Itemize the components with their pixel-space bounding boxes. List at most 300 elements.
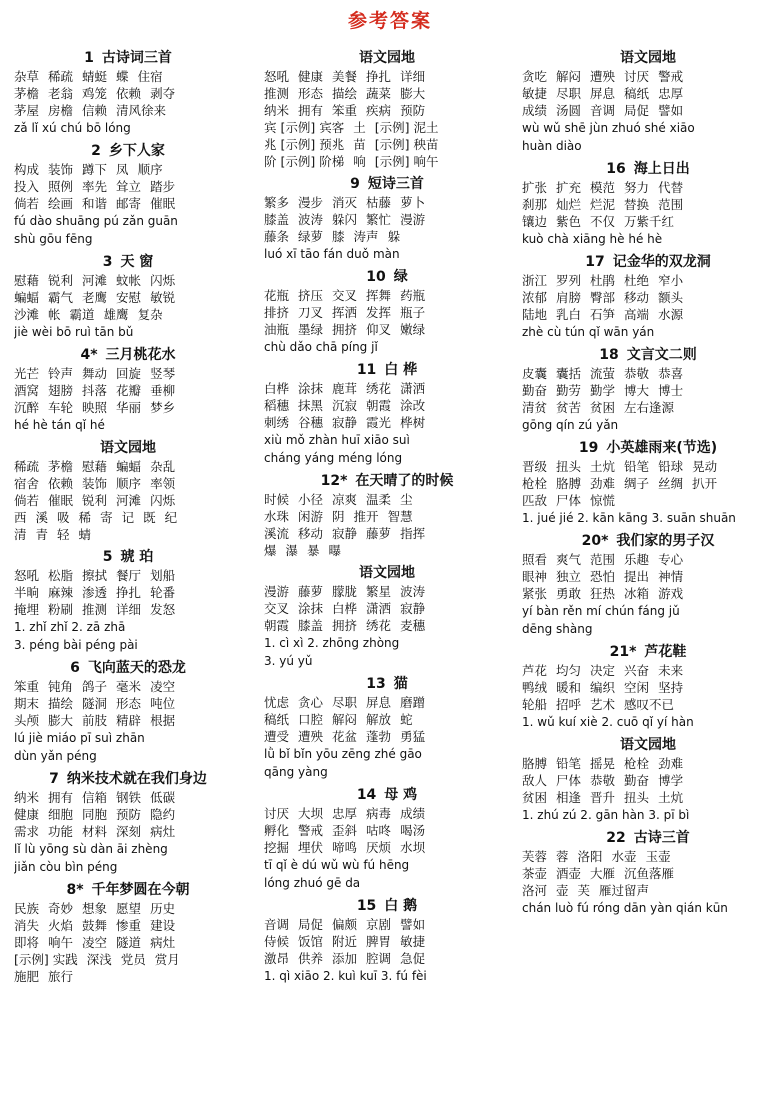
word: 惨重 bbox=[116, 918, 142, 933]
word: 描绘 bbox=[48, 696, 74, 711]
word: 爆 bbox=[264, 543, 277, 558]
word: 老翁 bbox=[48, 86, 74, 101]
word: 移动 bbox=[298, 526, 324, 541]
word: 推测 bbox=[82, 602, 108, 617]
word: 寂静 bbox=[400, 601, 426, 616]
word-row bbox=[522, 551, 774, 568]
word: 照看 bbox=[522, 552, 548, 567]
word: 招呼 bbox=[556, 697, 582, 712]
word: 健康 bbox=[14, 807, 40, 822]
lesson-section bbox=[14, 659, 242, 765]
lesson-number: 8* bbox=[66, 882, 84, 898]
word: 钢铁 bbox=[116, 790, 142, 805]
word: 急促 bbox=[400, 951, 426, 966]
word-row bbox=[264, 228, 510, 245]
lesson-heading bbox=[14, 439, 242, 457]
word: 劲难 bbox=[590, 476, 616, 491]
word: 赏月 bbox=[154, 952, 180, 967]
word: 惊慌 bbox=[590, 493, 616, 508]
lesson-section bbox=[14, 253, 242, 341]
word: 精辟 bbox=[116, 713, 142, 728]
word: 躲闪 bbox=[332, 212, 358, 227]
word: 渗透 bbox=[82, 585, 108, 600]
word: 偏颇 bbox=[332, 917, 358, 932]
lesson-heading bbox=[14, 548, 242, 566]
word: 慰藉 bbox=[14, 273, 40, 288]
pinyin-answer: jiǎn còu bìn péng bbox=[14, 860, 118, 874]
lesson-section bbox=[522, 160, 774, 248]
word: 催眠 bbox=[48, 493, 74, 508]
lesson-section bbox=[522, 643, 774, 731]
word: 解放 bbox=[366, 712, 392, 727]
word: 敏捷 bbox=[400, 934, 426, 949]
word: 清贫 bbox=[522, 400, 548, 415]
lesson-title: 古诗三首 bbox=[633, 830, 690, 846]
pinyin-answer: lǜ bǐ bǐn yōu zēng zhé gāo bbox=[264, 747, 422, 761]
word-row bbox=[522, 789, 774, 806]
pinyin-answer: 1. jué jié 2. kān kāng 3. suān shuān bbox=[522, 511, 736, 525]
lesson-number: 20* bbox=[581, 533, 609, 549]
word: 博学 bbox=[658, 773, 684, 788]
word: 大雁 bbox=[590, 866, 616, 881]
lesson-section bbox=[264, 564, 510, 670]
word-row bbox=[14, 289, 242, 306]
lesson-title: 语文园地 bbox=[100, 440, 156, 456]
word: 鼓舞 bbox=[82, 918, 108, 933]
word: 时候 bbox=[264, 492, 290, 507]
word-row bbox=[14, 306, 242, 323]
word: 雁过留声 bbox=[599, 883, 650, 898]
word: 白桦 bbox=[332, 601, 358, 616]
word-row bbox=[522, 196, 774, 213]
word-row bbox=[264, 600, 510, 617]
word: 暖和 bbox=[556, 680, 582, 695]
word: 局促 bbox=[624, 103, 650, 118]
lesson-title: 琥 珀 bbox=[120, 549, 154, 565]
word: 遭受 bbox=[264, 729, 290, 744]
word: 皮囊 bbox=[522, 366, 548, 381]
word-row bbox=[14, 195, 242, 212]
word-row bbox=[264, 508, 510, 525]
pinyin-answer: kuò chà xiāng hè hé hè bbox=[522, 232, 663, 246]
word-row bbox=[522, 399, 774, 416]
lesson-section bbox=[14, 49, 242, 137]
lesson-heading bbox=[522, 49, 774, 67]
word: 寂静 bbox=[332, 415, 358, 430]
word: 指挥 bbox=[400, 526, 426, 541]
word: 京剧 bbox=[366, 917, 392, 932]
word: 美餐 bbox=[332, 69, 358, 84]
word: 霸气 bbox=[48, 290, 74, 305]
word: 暴 bbox=[307, 543, 320, 558]
word: [示例] 泥土 bbox=[374, 120, 439, 135]
word: 预防 bbox=[400, 103, 426, 118]
pinyin-answer: lóng zhuó gē da bbox=[264, 876, 361, 890]
word-row bbox=[264, 491, 510, 508]
word: 率领 bbox=[150, 476, 176, 491]
word: 腔调 bbox=[366, 951, 392, 966]
word: 汤圆 bbox=[556, 103, 582, 118]
word: 西 bbox=[14, 510, 27, 525]
word: 恭敬 bbox=[590, 773, 616, 788]
word-row bbox=[14, 712, 242, 729]
word: 譬如 bbox=[658, 103, 684, 118]
lesson-heading bbox=[14, 253, 242, 271]
word: 涛声 bbox=[353, 229, 379, 244]
word: 兴奋 bbox=[624, 663, 650, 678]
word: 刹那 bbox=[522, 197, 548, 212]
word: 投入 bbox=[14, 179, 40, 194]
word: 成绩 bbox=[522, 103, 548, 118]
word-row bbox=[522, 289, 774, 306]
word: 忠厚 bbox=[658, 86, 684, 101]
word: 蝙蝠 bbox=[14, 290, 40, 305]
lesson-section bbox=[264, 49, 510, 170]
word-row bbox=[522, 568, 774, 585]
word: 抖落 bbox=[82, 383, 108, 398]
word: 玉壶 bbox=[645, 849, 671, 864]
word: 推测 bbox=[264, 86, 290, 101]
word: 博士 bbox=[658, 383, 684, 398]
word: 刀叉 bbox=[298, 305, 324, 320]
pinyin-answer: 1. zhǐ zhǐ 2. zā zhā bbox=[14, 620, 126, 634]
lesson-number: 19 bbox=[578, 440, 599, 456]
word: 消灭 bbox=[332, 195, 358, 210]
lesson-title: 文言文二则 bbox=[626, 347, 697, 363]
word: 光芒 bbox=[14, 366, 40, 381]
lesson-heading bbox=[264, 564, 510, 582]
word: 掩埋 bbox=[14, 602, 40, 617]
word: 流萤 bbox=[590, 366, 616, 381]
lesson-number: 18 bbox=[599, 347, 619, 363]
word-row bbox=[264, 916, 510, 933]
word: 遭殃 bbox=[590, 69, 616, 84]
word-row bbox=[264, 728, 510, 745]
word: 即将 bbox=[14, 935, 40, 950]
lesson-title: 我们家的男子汉 bbox=[616, 533, 715, 549]
word: 胳膊 bbox=[522, 756, 548, 771]
word: 繁星 bbox=[366, 584, 392, 599]
word: 脾胃 bbox=[366, 934, 392, 949]
lesson-section bbox=[14, 439, 242, 543]
word: 酒壶 bbox=[556, 866, 582, 881]
word-row bbox=[14, 695, 242, 712]
lesson-number: 10 bbox=[366, 269, 386, 285]
word: 花盆 bbox=[332, 729, 358, 744]
word: 模范 bbox=[590, 180, 616, 195]
word: 稀疏 bbox=[48, 69, 74, 84]
lesson-title: 白 桦 bbox=[384, 362, 418, 378]
word-row bbox=[14, 900, 242, 917]
word: 沉醉 bbox=[14, 400, 40, 415]
word: 笨重 bbox=[14, 679, 40, 694]
word-row bbox=[14, 458, 242, 475]
lesson-heading bbox=[522, 253, 774, 271]
lesson-heading bbox=[522, 829, 774, 847]
lesson-number: 14 bbox=[356, 787, 377, 803]
word: 河滩 bbox=[116, 493, 142, 508]
pinyin-answer: zǎ lǐ xú chú bō lóng bbox=[14, 121, 131, 135]
word: 孵化 bbox=[264, 823, 290, 838]
word: 踏步 bbox=[150, 179, 176, 194]
word-row bbox=[522, 68, 774, 85]
word: 霞光 bbox=[366, 415, 392, 430]
lesson-section bbox=[264, 175, 510, 263]
word-row bbox=[264, 397, 510, 414]
word: 杜绝 bbox=[624, 273, 650, 288]
word: 隧道 bbox=[116, 935, 142, 950]
word: 朝霞 bbox=[264, 618, 290, 633]
word-row bbox=[522, 696, 774, 713]
word: 信赖 bbox=[82, 103, 108, 118]
pinyin-answer: dēng shàng bbox=[522, 622, 593, 636]
word: 剥夺 bbox=[150, 86, 176, 101]
pinyin-answer: lú jiè miáo pī suì zhān bbox=[14, 731, 145, 745]
word: 波涛 bbox=[298, 212, 324, 227]
word: 劲难 bbox=[658, 756, 684, 771]
word: 形态 bbox=[298, 86, 324, 101]
lesson-section bbox=[264, 675, 510, 781]
word: 左右逢源 bbox=[624, 400, 675, 415]
word: 罗列 bbox=[556, 273, 582, 288]
word: 需求 bbox=[14, 824, 40, 839]
word-row bbox=[264, 694, 510, 711]
lesson-title: 飞向蓝天的恐龙 bbox=[87, 660, 186, 676]
word: 蚊帐 bbox=[116, 273, 142, 288]
word-row bbox=[522, 102, 774, 119]
word-row bbox=[14, 951, 242, 968]
word: 房檐 bbox=[48, 103, 74, 118]
lesson-section bbox=[522, 829, 774, 917]
word: 朝霞 bbox=[366, 398, 392, 413]
lesson-heading bbox=[14, 142, 242, 160]
pinyin-answer: fú dào shuāng pú zǎn guān bbox=[14, 214, 178, 228]
lesson-title: 芦花鞋 bbox=[644, 644, 687, 660]
word: 挥洒 bbox=[332, 305, 358, 320]
lesson-heading bbox=[14, 770, 242, 788]
word: 添加 bbox=[332, 951, 358, 966]
word: 轮船 bbox=[522, 697, 548, 712]
word: 寂静 bbox=[332, 526, 358, 541]
word-row bbox=[14, 382, 242, 399]
word: 舞动 bbox=[82, 366, 108, 381]
word: 朦胧 bbox=[332, 584, 358, 599]
word: 鸭绒 bbox=[522, 680, 548, 695]
word: 芙 bbox=[577, 883, 591, 898]
word-row bbox=[522, 585, 774, 602]
word: 病灶 bbox=[150, 824, 176, 839]
lesson-number: 16 bbox=[606, 161, 626, 177]
lesson-section bbox=[264, 897, 510, 985]
word: 音调 bbox=[264, 917, 290, 932]
lesson-title: 母 鸡 bbox=[384, 787, 418, 803]
word: 土炕 bbox=[658, 790, 684, 805]
word: 忧虑 bbox=[264, 695, 290, 710]
word: 耸立 bbox=[116, 179, 142, 194]
word-row bbox=[14, 806, 242, 823]
word: 尽职 bbox=[556, 86, 582, 101]
word: 囊括 bbox=[556, 366, 582, 381]
word: 隧洞 bbox=[82, 696, 108, 711]
word: 病毒 bbox=[366, 806, 392, 821]
word: 笨重 bbox=[332, 103, 358, 118]
word: 溪 bbox=[35, 510, 49, 525]
lesson-number: 17 bbox=[585, 254, 605, 270]
word: 深刻 bbox=[116, 824, 142, 839]
word: 发挥 bbox=[366, 305, 392, 320]
word: 蓬勃 bbox=[366, 729, 392, 744]
word: 枯藤 bbox=[366, 195, 392, 210]
word: 挣扎 bbox=[366, 69, 392, 84]
word: 漫步 bbox=[298, 195, 324, 210]
lesson-section bbox=[522, 253, 774, 341]
word: 和谐 bbox=[82, 196, 108, 211]
word: 率先 bbox=[82, 179, 108, 194]
word: 翅膀 bbox=[48, 383, 74, 398]
word: 博大 bbox=[624, 383, 650, 398]
word: 绣花 bbox=[366, 618, 392, 633]
word-row bbox=[522, 213, 774, 230]
word: 锐利 bbox=[48, 273, 74, 288]
lesson-heading bbox=[522, 532, 774, 550]
lesson-section bbox=[14, 881, 242, 985]
word: 杂乱 bbox=[150, 459, 176, 474]
word: 麦穗 bbox=[400, 618, 426, 633]
word: 厌烦 bbox=[366, 840, 392, 855]
word: 邮寄 bbox=[116, 196, 142, 211]
word: 装饰 bbox=[48, 162, 74, 177]
pinyin-answer: tī qǐ è dú wǔ wù fú hēng bbox=[264, 858, 410, 872]
word: 均匀 bbox=[556, 663, 582, 678]
word: 毫米 bbox=[116, 679, 142, 694]
word: 宿舍 bbox=[14, 476, 40, 491]
pinyin-answer: chán luò fú róng dān yàn qián kūn bbox=[522, 901, 728, 915]
word: 解闷 bbox=[556, 69, 582, 84]
word: 凤 bbox=[116, 162, 129, 177]
lesson-section bbox=[264, 472, 510, 559]
word: 粉刷 bbox=[48, 602, 74, 617]
lesson-title: 语文园地 bbox=[620, 50, 676, 66]
word: 交叉 bbox=[332, 288, 358, 303]
word: 尘 bbox=[400, 492, 413, 507]
word-row bbox=[264, 822, 510, 839]
word: 历史 bbox=[150, 901, 176, 916]
word: 窄小 bbox=[658, 273, 684, 288]
word: 躲 bbox=[387, 229, 401, 244]
word: 复杂 bbox=[137, 307, 163, 322]
word: 拥挤 bbox=[332, 322, 358, 337]
word-row bbox=[14, 526, 242, 543]
word: 瀑 bbox=[285, 543, 299, 558]
lesson-number: 11 bbox=[356, 362, 377, 378]
word: 奇妙 bbox=[48, 901, 74, 916]
word: 镶边 bbox=[522, 214, 548, 229]
word: 凉爽 bbox=[332, 492, 358, 507]
word: 民族 bbox=[14, 901, 40, 916]
word: 紧张 bbox=[522, 586, 548, 601]
word: 灿烂 bbox=[556, 197, 582, 212]
word: 住宿 bbox=[137, 69, 163, 84]
word: 漫游 bbox=[264, 584, 290, 599]
lesson-heading bbox=[264, 675, 510, 693]
word: 涂改 bbox=[400, 398, 426, 413]
lesson-section bbox=[522, 439, 774, 527]
lesson-title: 白 鹅 bbox=[384, 898, 418, 914]
lesson-number: 3 bbox=[102, 254, 113, 270]
word-row bbox=[14, 934, 242, 951]
word: 低碳 bbox=[150, 790, 176, 805]
answer-column-3 bbox=[522, 46, 774, 922]
pinyin-answer: zhè cù tún qǐ wān yán bbox=[522, 325, 655, 339]
word: 啼鸣 bbox=[332, 840, 358, 855]
word: 凌空 bbox=[82, 935, 108, 950]
word: 蝶 bbox=[116, 69, 129, 84]
word: 警戒 bbox=[298, 823, 324, 838]
lesson-number: 12* bbox=[320, 473, 348, 489]
lesson-heading bbox=[522, 439, 774, 457]
word: 期末 bbox=[14, 696, 40, 711]
word: 万紫千红 bbox=[624, 214, 675, 229]
lesson-title: 三月桃花水 bbox=[105, 347, 176, 363]
word: 吨位 bbox=[150, 696, 176, 711]
word: 挣扎 bbox=[116, 585, 142, 600]
word-row bbox=[264, 102, 510, 119]
lesson-number: 6 bbox=[70, 660, 80, 676]
word: 尸体 bbox=[556, 493, 582, 508]
word: 贪吃 bbox=[522, 69, 548, 84]
word: 紫色 bbox=[556, 214, 582, 229]
word: [示例] 秧苗 bbox=[374, 137, 439, 152]
word: 材料 bbox=[82, 824, 108, 839]
word: 恭敬 bbox=[624, 366, 650, 381]
pinyin-answer: jiè wèi bō ruì tān bǔ bbox=[14, 325, 134, 339]
word-row bbox=[522, 492, 774, 509]
word-row bbox=[264, 153, 510, 170]
word: 讨厌 bbox=[264, 806, 290, 821]
word: 隐约 bbox=[150, 807, 176, 822]
word: 细胞 bbox=[48, 807, 74, 822]
word: 前肢 bbox=[82, 713, 108, 728]
word: 水珠 bbox=[264, 509, 290, 524]
word: 提出 bbox=[624, 569, 650, 584]
word: 讨厌 bbox=[624, 69, 650, 84]
word-row bbox=[264, 583, 510, 600]
word-row bbox=[264, 839, 510, 856]
word: 华丽 bbox=[116, 400, 142, 415]
word: 发怒 bbox=[150, 602, 176, 617]
word-row bbox=[14, 823, 242, 840]
word: 施肥 bbox=[14, 969, 40, 984]
lesson-section bbox=[522, 346, 774, 434]
word: 涂抹 bbox=[298, 601, 324, 616]
word: 根据 bbox=[150, 713, 176, 728]
word: 鸽子 bbox=[82, 679, 108, 694]
word: 大坝 bbox=[298, 806, 324, 821]
word: 蛇 bbox=[400, 712, 413, 727]
word: 未来 bbox=[658, 663, 684, 678]
lesson-number: 13 bbox=[366, 676, 386, 692]
pinyin-answer: 3. yú yǔ bbox=[264, 654, 313, 668]
word: 疾病 bbox=[366, 103, 392, 118]
answer-column-1 bbox=[14, 46, 242, 990]
word: 贫困 bbox=[590, 400, 616, 415]
word: 绘画 bbox=[48, 196, 74, 211]
word: 催眠 bbox=[150, 196, 176, 211]
word: 音调 bbox=[590, 103, 616, 118]
word: 绸子 bbox=[624, 476, 650, 491]
word: 贫苦 bbox=[556, 400, 582, 415]
word: 雄鹰 bbox=[103, 307, 129, 322]
